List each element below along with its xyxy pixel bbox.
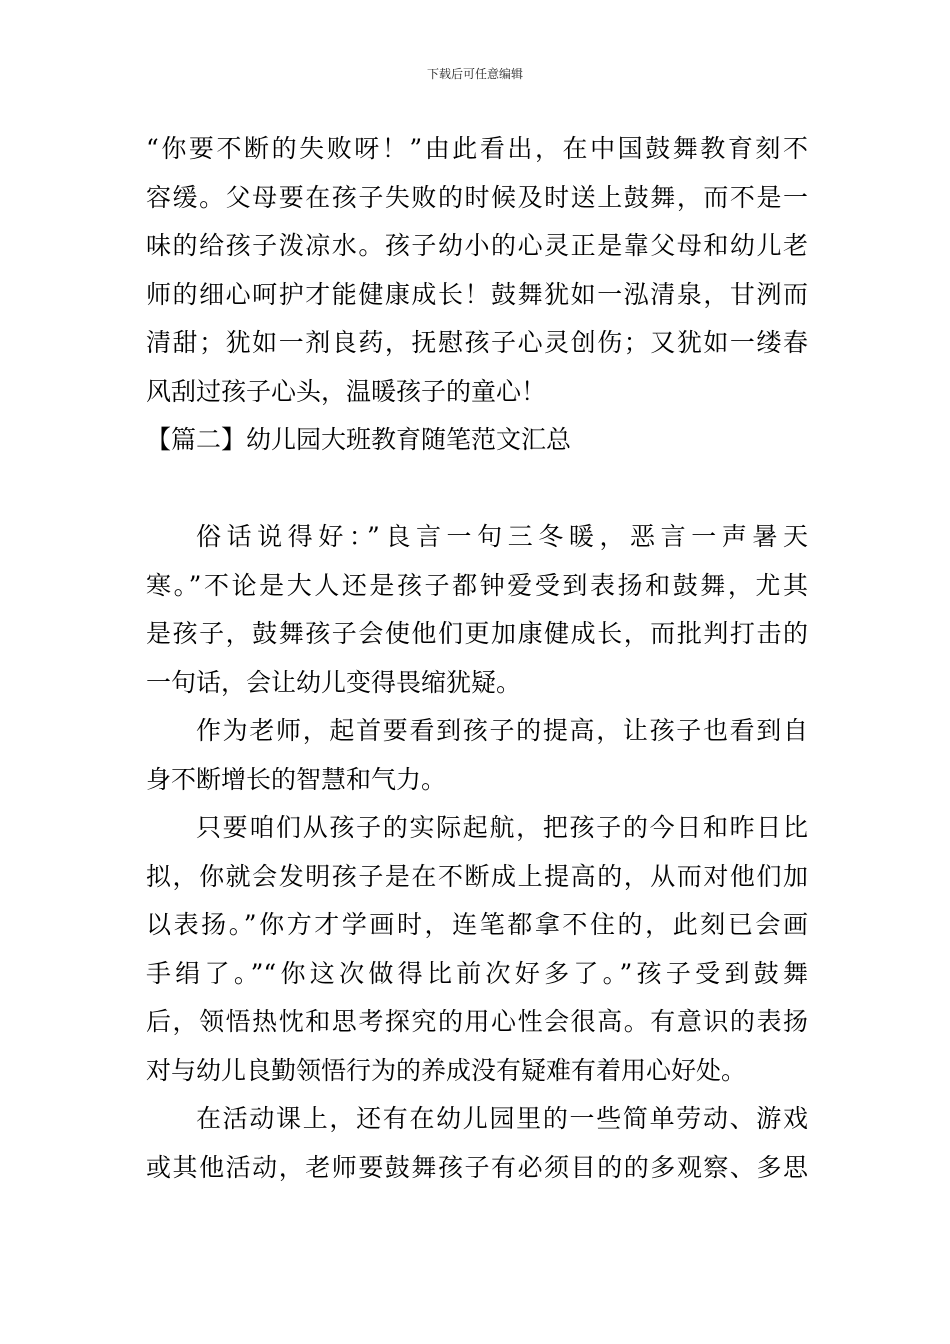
text-line: 对与幼儿良勤领悟行为的养成没有疑难有着用心好处。 [146, 1055, 747, 1085]
text-line: 作为老师，起首要看到孩子的提高，让孩子也看到自 [196, 716, 808, 745]
section-heading: 【篇二】幼儿园大班教育随笔范文汇总 [146, 425, 572, 454]
text-line: 师的细心呵护才能健康成长！鼓舞犹如一泓清泉，甘洌而 [146, 279, 808, 309]
text-line: 寒。”不论是大人还是孩子都钟爱受到表扬和鼓舞，尤其 [146, 570, 808, 600]
paragraph-2 [146, 707, 808, 804]
text-line: 拟，你就会发明孩子是在不断成上提高的，从而对他们加 [146, 861, 808, 891]
text-line: 俗话说得好：”良言一句三冬暖，恶言一声暑天 [196, 522, 808, 551]
text-line: 身不断增长的智慧和气力。 [146, 764, 447, 794]
text-line: 容缓。父母要在孩子失败的时候及时送上鼓舞，而不是一 [146, 182, 808, 212]
paragraph-3 [146, 804, 808, 1095]
text-line: 只要咱们从孩子的实际起航，把孩子的今日和昨日比 [196, 813, 808, 842]
text-line: 以表扬。”你方才学画时，连笔都拿不住的，此刻已会画 [146, 910, 808, 939]
text-line: 清甜；犹如一剂良药，抚慰孩子心灵创伤；又犹如一缕春 [146, 328, 808, 357]
paragraph-4 [146, 1095, 808, 1192]
text-line: 是孩子，鼓舞孩子会使他们更加康健成长，而批判打击的 [146, 619, 808, 648]
text-line: 或其他活动，老师要鼓舞孩子有必须目的的多观察、多思 [146, 1152, 808, 1182]
text-line: 手绢了。”“你这次做得比前次好多了。”孩子受到鼓舞 [146, 958, 808, 988]
paragraph-continued [146, 125, 808, 416]
text-line: “你要不断的失败呀！”由此看出，在中国鼓舞教育刻不 [146, 134, 808, 163]
text-line: 后，领悟热忱和思考探究的用心性会很高。有意识的表扬 [146, 1007, 808, 1036]
text-line: 味的给孩子泼凉水。孩子幼小的心灵正是靠父母和幼儿老 [146, 231, 808, 260]
text-line: 在活动课上，还有在幼儿园里的一些简单劳动、游戏 [196, 1104, 808, 1133]
blank-line [146, 465, 808, 514]
document-body [146, 125, 808, 1192]
paragraph-1 [146, 513, 808, 707]
text-line: 风刮过孩子心头，温暖孩子的童心！ [146, 376, 547, 406]
text-line: 一句话，会让幼儿变得畏缩犹疑。 [146, 667, 522, 697]
page-header: 下载后可任意编辑 [426, 67, 523, 81]
